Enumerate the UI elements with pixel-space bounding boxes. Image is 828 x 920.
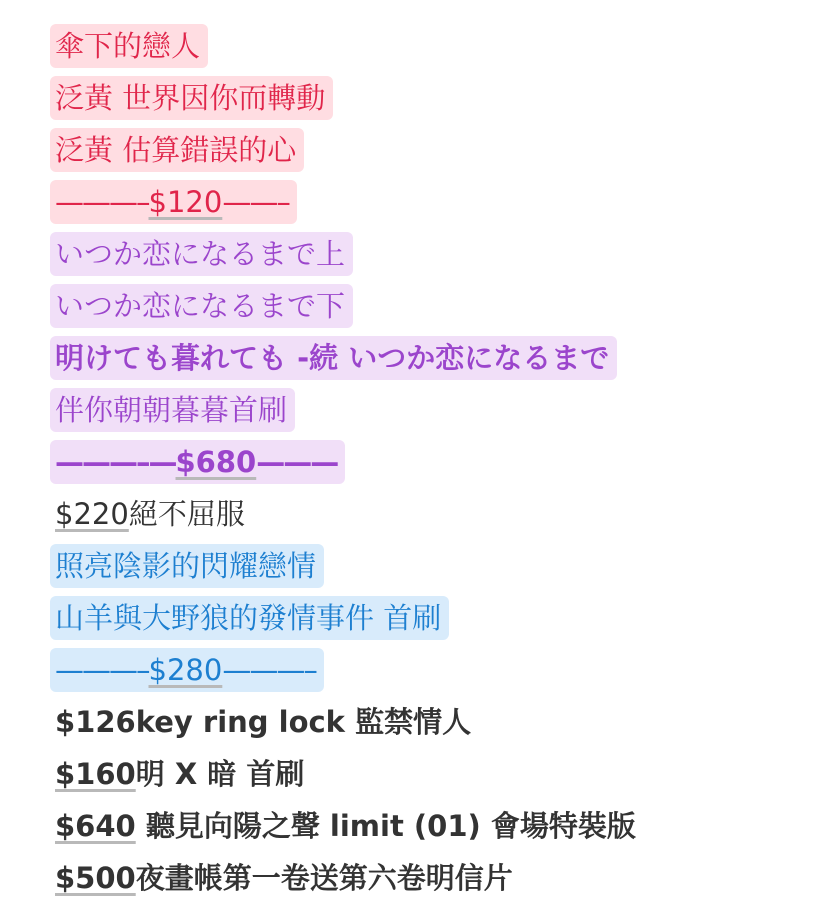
list-item[interactable] [50,388,808,440]
highlighted-text [50,440,345,484]
list-item[interactable] [50,544,808,596]
highlighted-text: 伴你朝朝暮暮首刷 [50,388,295,432]
highlighted-text: 山羊與大野狼的發情事件 首刷 [50,596,449,640]
highlighted-text: 泛黃 世界因你而轉動 [50,76,333,120]
dash-left: ———– [55,653,149,687]
dash-right: ——– [222,185,289,219]
list-item[interactable] [50,700,808,752]
dash-right: ———– [222,653,316,687]
plain-text [50,752,312,796]
price: $680 [175,445,257,479]
list-item[interactable] [50,752,808,804]
price-divider[interactable] [50,180,808,232]
price: $220 [55,497,129,531]
title: 明 X 暗 首刷 [135,757,305,791]
list-item[interactable] [50,232,808,284]
list-item[interactable] [50,76,808,128]
price: $160 [55,757,136,791]
notes-body[interactable] [50,24,808,908]
dash-right: ——— [256,445,338,479]
list-item[interactable] [50,492,808,544]
list-item[interactable] [50,804,808,856]
title: 絕不屈服 [128,497,245,531]
price: $120 [148,185,223,219]
list-item[interactable] [50,284,808,336]
plain-text [50,856,521,900]
highlighted-text: 泛黃 估算錯誤的心 [50,128,304,172]
title: 夜畫帳第一卷送第六卷明信片 [135,861,513,895]
highlighted-text: いつか恋になるまで上 [50,232,353,276]
price: $640 [55,809,136,843]
list-item[interactable] [50,596,808,648]
plain-text: $126key ring lock 監禁情人 [55,705,472,739]
price-divider[interactable] [50,648,808,700]
list-item[interactable] [50,24,808,76]
highlighted-text: いつか恋になるまで下 [50,284,353,328]
highlighted-text: 照亮陰影的閃耀戀情 [50,544,324,588]
plain-text [50,492,253,536]
title: 聽見向陽之聲 limit (01) 會場特裝版 [135,809,636,843]
highlighted-text: 傘下的戀人 [50,24,208,68]
highlighted-text [50,180,297,224]
price: $500 [55,861,136,895]
dash-left: ———–— [55,445,176,479]
price-divider[interactable] [50,440,808,492]
highlighted-text [50,648,324,692]
list-item[interactable] [50,336,808,388]
list-item[interactable] [50,856,808,908]
price: $280 [148,653,223,687]
plain-text [50,804,644,848]
dash-left: ———– [55,185,149,219]
list-item[interactable] [50,128,808,180]
highlighted-text: 明けても暮れても -続 いつか恋になるまで [50,336,617,380]
